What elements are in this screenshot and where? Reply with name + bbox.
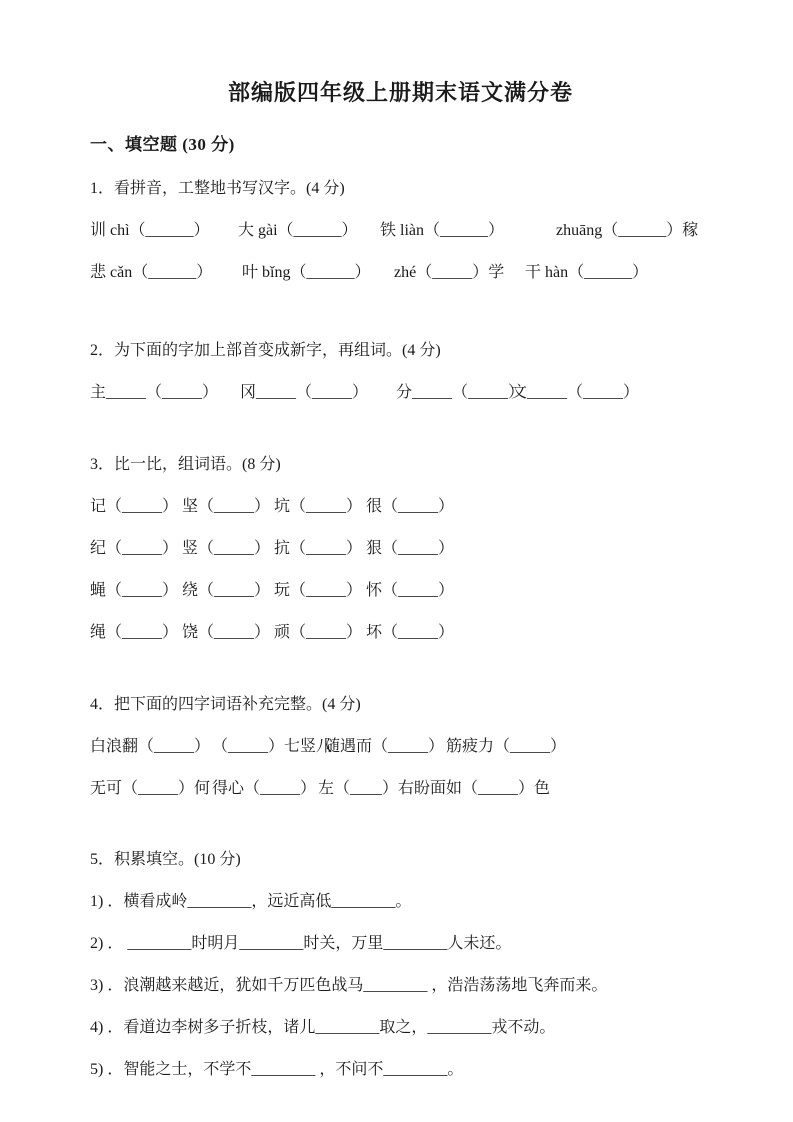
question-1-label: 1．看拼音，工整地书写汉字。(4 分)	[90, 180, 345, 197]
question-3-compare-words	[90, 454, 743, 644]
pinyin-blank-item: 大 gài（______）	[238, 222, 358, 239]
pinyin-blank-item: 铁 liàn（______）	[380, 222, 504, 239]
compare-word-item: 饶（_____）	[182, 624, 271, 641]
question-3-label: 3．比一比，组词语。(8 分)	[90, 456, 281, 473]
page-title: 部编版四年级上册期末语文满分卷	[227, 80, 573, 105]
radical-word-item: 冈_____（_____）	[240, 384, 369, 401]
question-1-row-2	[90, 262, 743, 284]
question-5-accumulation	[90, 849, 743, 1081]
radical-word-item: 主_____（_____）	[90, 384, 219, 401]
idiom-blank-item: 左（____）右盼	[318, 780, 431, 797]
question-4-label: 4．把下面的四字词语补充完整。(4 分)	[90, 696, 361, 713]
pinyin-blank-item: 悲 cǎn（______）	[90, 264, 213, 281]
accumulation-line-2: 2) ． ________时明月________时关，万里________人未还。	[90, 935, 512, 952]
compare-word-item: 狠（_____）	[366, 540, 455, 557]
compare-word-item: 绕（_____）	[182, 582, 271, 599]
idiom-blank-item: 得心（_____）	[212, 780, 317, 797]
pinyin-blank-item: zhuāng（______）稼	[556, 222, 699, 239]
accumulation-line-5: 5) ．智能之士，不学不________ ，不问不________。	[90, 1061, 464, 1078]
compare-word-item: 抗（_____）	[274, 540, 363, 557]
question-2-add-radical	[90, 340, 743, 404]
accumulation-line-4: 4) ．看道边李树多子折枝，诸儿________取之，________戎不动。	[90, 1019, 556, 1036]
compare-word-item: 怀（_____）	[366, 582, 455, 599]
question-2-label: 2．为下面的字加上部首变成新字，再组词。(4 分)	[90, 342, 441, 359]
compare-word-item: 纪（_____）	[90, 540, 179, 557]
pinyin-blank-item: 干 hàn（______）	[525, 264, 649, 281]
compare-word-item: 竖（_____）	[182, 540, 271, 557]
radical-word-item: 文_____（_____）	[511, 384, 640, 401]
compare-word-item: 绳（_____）	[90, 624, 179, 641]
pinyin-blank-item: 叶 bǐng（______）	[242, 264, 371, 281]
compare-word-item: 很（_____）	[366, 498, 455, 515]
compare-word-item: 记（_____）	[90, 498, 179, 515]
accumulation-line-3: 3) ．浪潮越来越近，犹如千万匹色战马________ ，浩浩荡荡地飞奔而来。	[90, 977, 608, 994]
compare-word-item: 顽（_____）	[274, 624, 363, 641]
pinyin-blank-item: 训 chì（______）	[90, 222, 210, 239]
question-1-row-1	[90, 220, 743, 242]
compare-word-item: 玩（_____）	[274, 582, 363, 599]
idiom-blank-item: 白浪翻（_____）	[90, 738, 211, 755]
question-5-label: 5．积累填空。(10 分)	[90, 851, 241, 868]
question-3-row-1	[90, 496, 743, 518]
question-4-row-2	[90, 778, 743, 800]
idiom-blank-item: 面如（_____）色	[430, 780, 551, 797]
accumulation-line-1: 1) ．横看成岭________，远近高低________。	[90, 893, 412, 910]
idiom-blank-item: （_____）七竖八	[212, 738, 333, 755]
radical-word-item: 分_____（_____）	[396, 384, 525, 401]
question-3-row-4	[90, 622, 743, 644]
compare-word-item: 坚（_____）	[182, 498, 271, 515]
idiom-blank-item: 无可（_____）何	[90, 780, 211, 797]
idiom-blank-item: 筋疲力（_____）	[446, 738, 567, 755]
question-4-complete-idioms	[90, 694, 743, 800]
compare-word-item: 坏（_____）	[366, 624, 455, 641]
pinyin-blank-item: zhé（_____）学	[394, 264, 505, 281]
question-1-pinyin	[90, 178, 743, 284]
question-3-row-3	[90, 580, 743, 602]
question-3-row-2	[90, 538, 743, 560]
compare-word-item: 坑（_____）	[274, 498, 363, 515]
question-2-row	[90, 382, 743, 404]
question-4-row-1	[90, 736, 743, 758]
idiom-blank-item: 随遇而（_____）	[324, 738, 445, 755]
compare-word-item: 蝇（_____）	[90, 582, 179, 599]
section-heading-fill-blanks: 一、填空题 (30 分)	[90, 135, 235, 154]
